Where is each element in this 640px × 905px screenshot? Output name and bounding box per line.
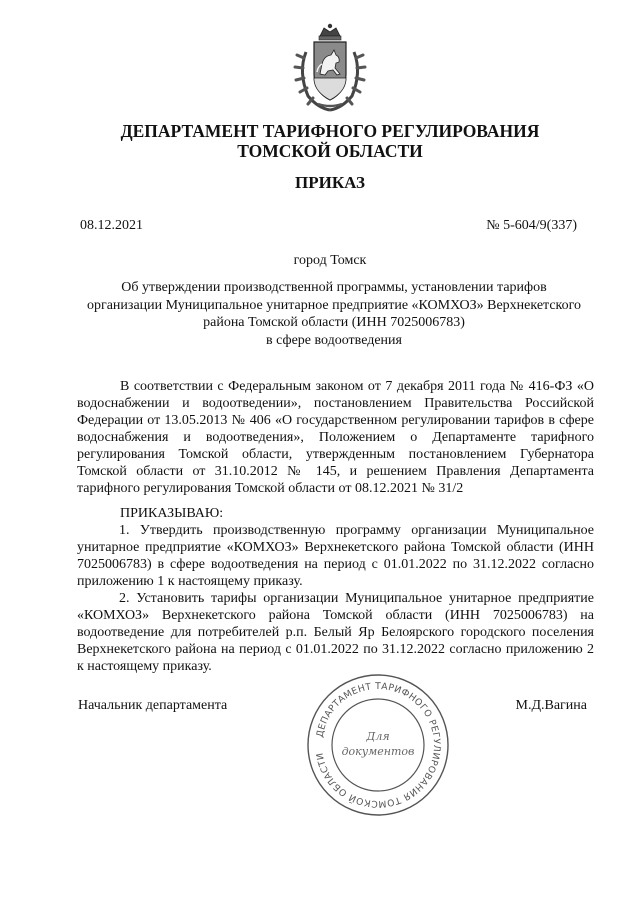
order-word-text: ПРИКАЗЫВАЮ:: [120, 506, 224, 521]
signature-name: М.Д.Вагина: [515, 698, 587, 713]
document-date: 08.12.2021: [80, 218, 143, 233]
department-name-line2: ТОМСКОЙ ОБЛАСТИ: [237, 141, 423, 161]
order-items: [77, 522, 594, 675]
order-item-1: 1. Утвердить производственную программу организации Муниципальное унитарное предприятие «КОМХОЗ» Верхнекетского района Томской области (ИНН 7025006783) в сфере водоотведения на период с 01.01.2022 по 31.12.2022 согласно приложению 1 к настоящему приказу.: [77, 523, 594, 589]
coat-of-arms-icon: [284, 22, 376, 114]
document-city: город Томск: [293, 253, 367, 268]
subject-line-1: Об утверждении производственной программы, установлении тарифов: [121, 280, 547, 295]
document-number: № 5-604/9(337): [486, 218, 577, 233]
department-name-line1: ДЕПАРТАМЕНТ ТАРИФНОГО РЕГУЛИРОВАНИЯ: [120, 121, 540, 141]
preamble-text: В соответствии с Федеральным законом от 7 декабря 2011 года № 416-ФЗ «О водоснабжении и водоотведении», постановлением Правительства Российской Федерации от 13.05.2013 № 406 «О государственном регулировании тарифов в сфере водоснабжения и водоотведения», Положением о Департаменте тарифного регулирования Томской области, утвержденным постановлением Губернатора Томской области от 31.10.2012 № 145, и решением Правления Департамента тарифного регулирования Томской области от 08.12.2021 № 31/2: [77, 379, 594, 496]
preamble-paragraph: [77, 378, 594, 497]
signature-position: Начальник департамента: [78, 698, 228, 713]
document-subject: [78, 279, 590, 349]
document-type-title: ПРИКАЗ: [295, 173, 365, 192]
subject-line-3: района Томской области (ИНН 7025006783): [203, 315, 465, 330]
stamp-ring-text: ДЕПАРТАМЕНТ ТАРИФНОГО РЕГУЛИРОВАНИЯ ТОМСКОЙ ОБЛАСТИ: [314, 680, 443, 810]
stamp-center-line-2: документов: [341, 745, 415, 758]
official-stamp: [305, 672, 451, 818]
order-item-2: 2. Установить тарифы организации Муниципальное унитарное предприятие «КОМХОЗ» Верхнекетского района Томской области (ИНН 7025006783) на водоотведение для потребителей р.п. Белый Яр Белоярского городского поселения Верхнекетского района на период с 01.01.2022 по 31.12.2022 согласно приложению 2 к настоящему приказу.: [77, 591, 594, 674]
order-word: [77, 505, 594, 522]
subject-line-4: в сфере водоотведения: [266, 332, 402, 348]
subject-line-2: организации Муниципальное унитарное предприятие «КОМХОЗ» Верхнекетского: [86, 297, 582, 313]
stamp-center-line-1: Для: [366, 730, 390, 743]
